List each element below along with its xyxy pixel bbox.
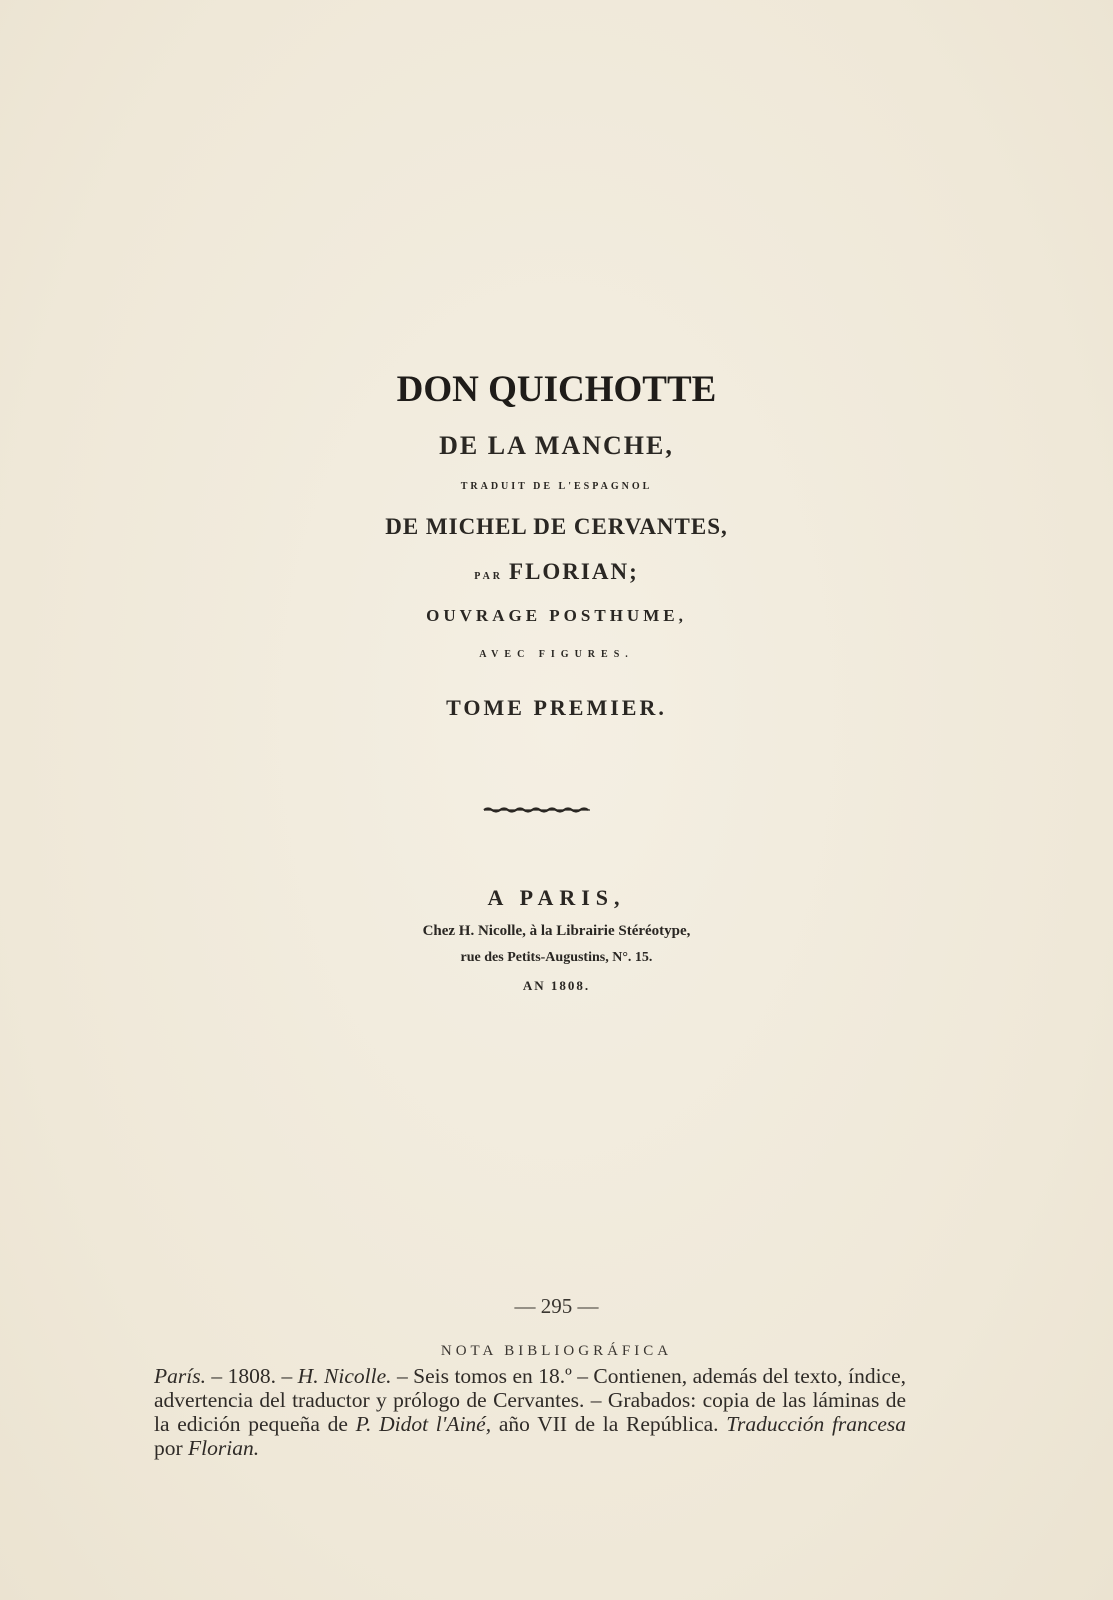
work-note: OUVRAGE POSTHUME, bbox=[426, 606, 687, 625]
figures-note: AVEC FIGURES. bbox=[479, 649, 634, 660]
ornament-rule bbox=[482, 806, 592, 814]
note-publisher: H. Nicolle. bbox=[297, 1364, 392, 1388]
note-place: París. bbox=[154, 1364, 206, 1388]
note-source: P. Didot l'Ainé, bbox=[355, 1412, 492, 1436]
note-text-3: año VII de la República. bbox=[491, 1412, 727, 1436]
translated-from-line: TRADUIT DE L'ESPAGNOL bbox=[460, 481, 653, 492]
imprint-year: AN 1808. bbox=[522, 978, 591, 993]
translator-line bbox=[0, 559, 1113, 585]
nota-heading: NOTA BIBLIOGRÁFICA bbox=[440, 1343, 673, 1359]
note-text-1: – 1808. – bbox=[205, 1364, 298, 1388]
note-translation: Traducción francesa bbox=[726, 1412, 906, 1436]
book-title: DON QUICHOTTE bbox=[396, 369, 717, 410]
author-line: DE MICHEL DE CERVANTES, bbox=[385, 514, 728, 539]
note-text-4: por bbox=[154, 1436, 189, 1460]
book-subtitle: DE LA MANCHE, bbox=[439, 431, 674, 460]
imprint-address: rue des Petits-Augustins, N°. 15. bbox=[460, 950, 653, 965]
page-number: — 295 — bbox=[514, 1294, 599, 1318]
imprint-place: A PARIS, bbox=[487, 885, 626, 910]
par-label: PAR bbox=[474, 571, 504, 582]
bibliographic-note-text bbox=[154, 1364, 906, 1460]
translator-name: FLORIAN; bbox=[509, 559, 639, 584]
volume-label: TOME PREMIER. bbox=[446, 695, 667, 720]
bibliographic-note bbox=[154, 1364, 906, 1460]
imprint-publisher: Chez H. Nicolle, à la Librairie Stéréotype, bbox=[422, 923, 691, 939]
note-translator: Florian. bbox=[188, 1436, 260, 1460]
note-text-2: – Seis tomos en 18.º – Contienen, además del texto, índice, advertencia del traductor y prólogo de Cervantes. – Grabados: copia de las láminas de la edición pequeña de bbox=[154, 1364, 906, 1436]
